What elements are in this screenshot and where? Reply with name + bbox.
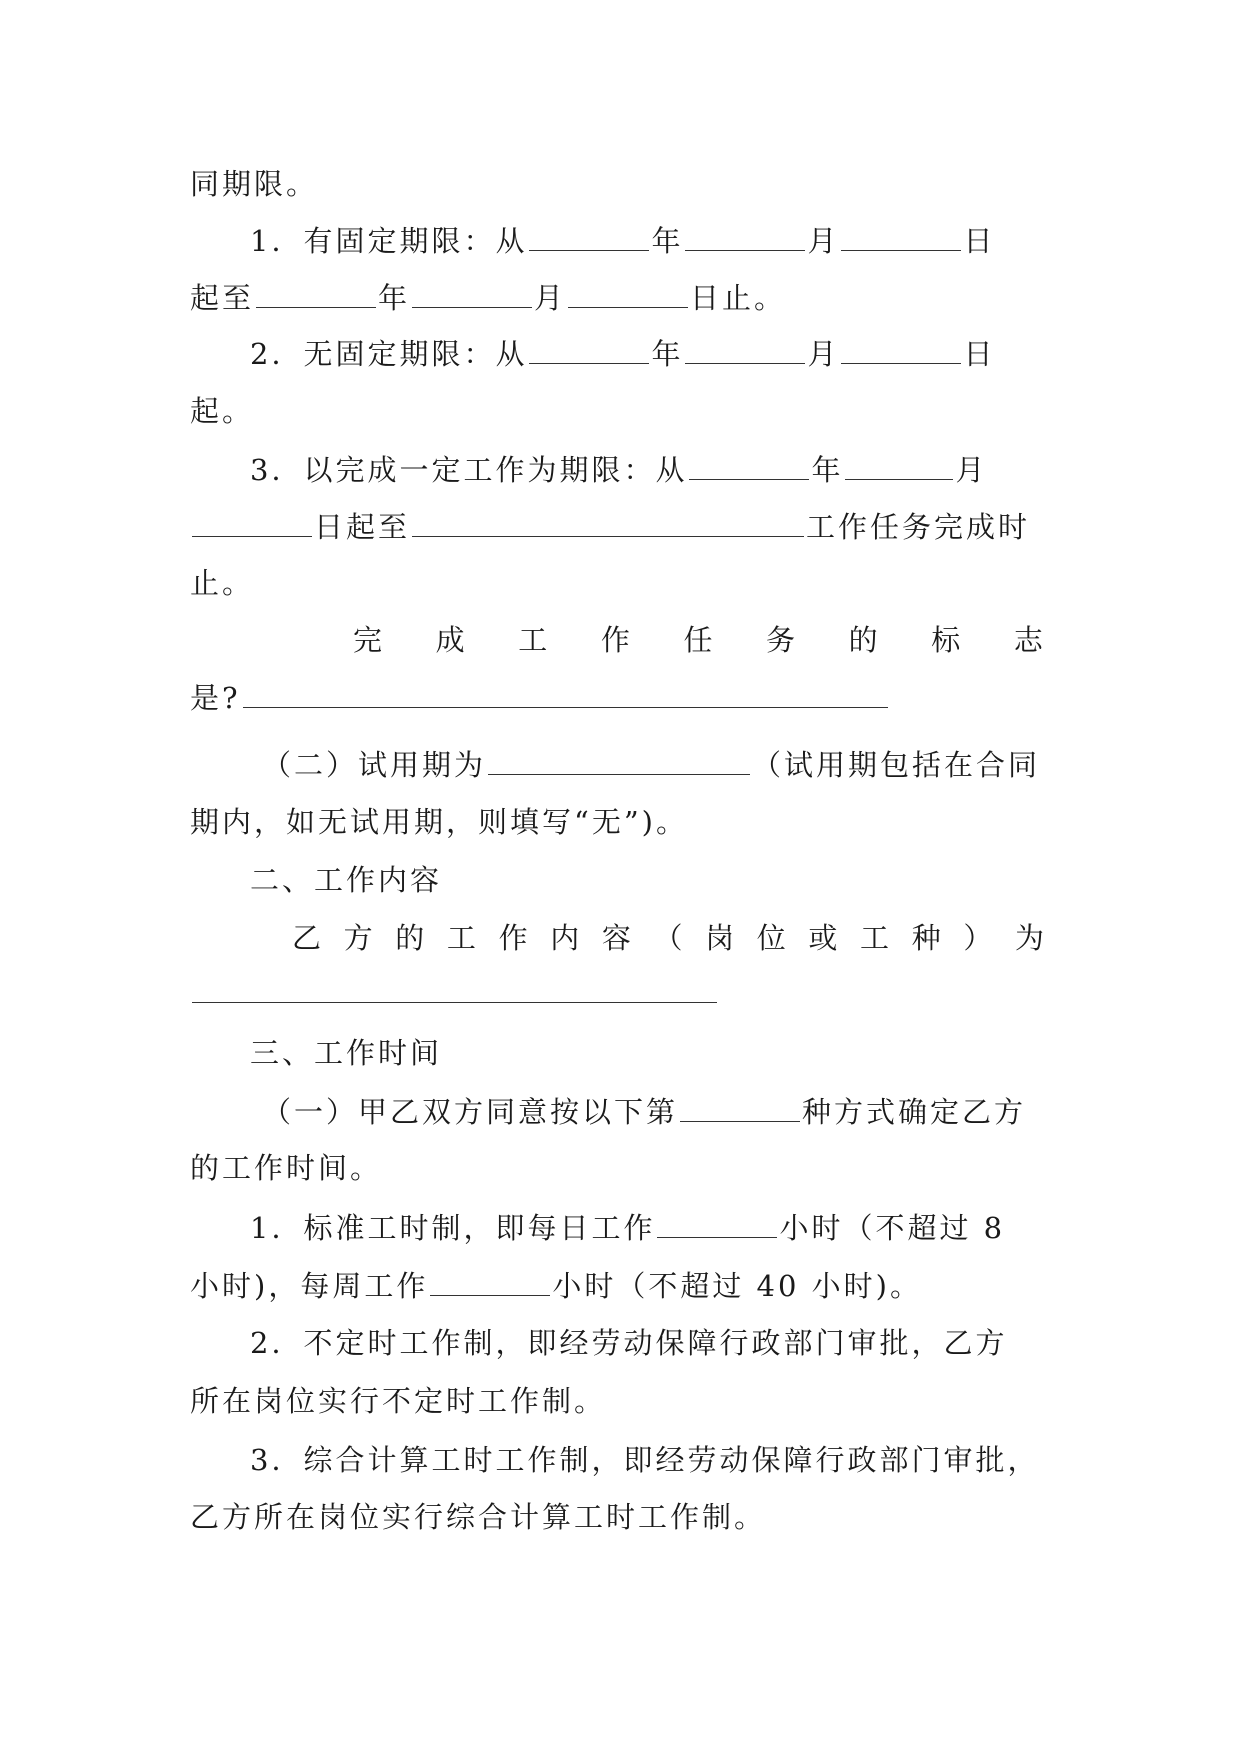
line-text: 期内，如无试用期，则填写“无”)。 [190, 805, 688, 839]
fill-blank[interactable] [841, 220, 961, 251]
fill-blank[interactable] [529, 333, 649, 364]
line-text: 的工作时间。 [190, 1151, 383, 1185]
char: 为 [1014, 921, 1044, 955]
text-line [190, 1265, 1045, 1305]
text-line [250, 449, 1045, 489]
char: 工 [446, 921, 476, 955]
line-text: 1．标准工时制，即每日工作 [250, 1211, 656, 1245]
char: 作 [600, 623, 630, 657]
line-text: 小时（不超过 40 小时)。 [552, 1269, 922, 1303]
fill-blank[interactable] [568, 277, 688, 308]
text-line [250, 333, 1045, 373]
line-text: 1．有固定期限：从 [250, 224, 528, 258]
line-text: 小时)，每周工作 [190, 1269, 429, 1303]
section-heading [250, 860, 1045, 900]
char: ） [963, 921, 993, 955]
char: 标 [931, 623, 961, 657]
fill-blank[interactable] [256, 277, 376, 308]
fill-blank[interactable] [412, 277, 532, 308]
char: （ [653, 921, 683, 955]
line-text: 年 [378, 281, 411, 315]
fill-blank[interactable] [680, 1091, 800, 1122]
line-text: 月 [807, 337, 840, 371]
line-text: 乙方所在岗位实行综合计算工时工作制。 [190, 1500, 767, 1534]
text-line [250, 1207, 1045, 1247]
line-text: 日 [963, 337, 996, 371]
fill-blank[interactable] [657, 1207, 777, 1238]
line-text: 是? [190, 681, 241, 715]
text-line [190, 277, 1045, 317]
line-text: 日起至 [314, 510, 411, 544]
line-text: （一）甲乙双方同意按以下第 [262, 1095, 679, 1129]
line-text: 二、工作内容 [250, 863, 443, 897]
char: 或 [808, 921, 838, 955]
line-text: 三、工作时间 [250, 1036, 443, 1070]
char: 成 [435, 623, 465, 657]
char: 志 [1013, 623, 1043, 657]
char: 务 [766, 623, 796, 657]
line-text: 工作任务完成时 [806, 510, 1031, 544]
char: 完 [353, 623, 383, 657]
text-line [190, 164, 1045, 204]
text-line [262, 744, 1045, 784]
line-text: 月 [807, 224, 840, 258]
fill-blank[interactable] [685, 220, 805, 251]
char: 的 [848, 623, 878, 657]
line-text: （二）试用期为 [262, 748, 487, 782]
line-text: 2．无固定期限：从 [250, 337, 528, 371]
char: 乙 [292, 921, 322, 955]
char: 位 [756, 921, 786, 955]
line-text: 年 [651, 337, 684, 371]
line-text: 月 [534, 281, 567, 315]
text-line [262, 1091, 1045, 1131]
spaced-text-line [353, 620, 1043, 660]
text-line [190, 802, 1045, 842]
char: 任 [683, 623, 713, 657]
char: 的 [395, 921, 425, 955]
fill-blank[interactable] [841, 333, 961, 364]
line-text: 年 [651, 224, 684, 258]
char: 种 [911, 921, 941, 955]
text-line [190, 1497, 1045, 1537]
line-text: 年 [811, 453, 844, 487]
fill-blank[interactable] [685, 333, 805, 364]
line-text: 同期限。 [190, 167, 319, 201]
text-line [190, 1381, 1045, 1421]
char: 内 [550, 921, 580, 955]
text-line [250, 220, 1045, 260]
text-line [190, 677, 1045, 717]
line-text: 月 [955, 453, 988, 487]
line-text: 种方式确定乙方 [802, 1095, 1027, 1129]
char: 岗 [705, 921, 735, 955]
fill-blank[interactable] [529, 220, 649, 251]
line-text: 止。 [190, 566, 255, 600]
line-text: （试用期包括在合同 [752, 748, 1041, 782]
line-text: 日 [963, 224, 996, 258]
text-line [190, 391, 1045, 431]
char: 工 [518, 623, 548, 657]
line-text: 日止。 [690, 281, 787, 315]
fill-blank[interactable] [192, 972, 717, 1003]
text-line [190, 972, 1045, 1012]
line-text: 3．以完成一定工作为期限：从 [250, 453, 688, 487]
fill-blank[interactable] [689, 449, 809, 480]
fill-blank[interactable] [488, 744, 750, 775]
line-text: 起至 [190, 281, 255, 315]
char: 作 [498, 921, 528, 955]
fill-blank[interactable] [430, 1265, 550, 1296]
section-heading [250, 1033, 1045, 1073]
fill-blank[interactable] [243, 677, 888, 708]
line-text: 起。 [190, 394, 255, 428]
line-text: 小时（不超过 8 [779, 1211, 1006, 1245]
text-line [250, 1440, 1050, 1480]
line-text: 2．不定时工作制，即经劳动保障行政部门审批，乙方 [250, 1326, 1008, 1360]
char: 方 [343, 921, 373, 955]
fill-blank[interactable] [192, 506, 312, 537]
line-text: 3．综合计算工时工作制，即经劳动保障行政部门审批， [250, 1443, 1040, 1477]
line-text: 所在岗位实行不定时工作制。 [190, 1384, 607, 1418]
fill-blank[interactable] [845, 449, 953, 480]
fill-blank[interactable] [412, 506, 804, 537]
char: 容 [601, 921, 631, 955]
text-line [190, 1148, 1045, 1188]
text-line [190, 563, 1045, 603]
char: 工 [860, 921, 890, 955]
text-line [250, 1323, 1045, 1363]
spaced-text-line [292, 918, 1044, 958]
text-line [190, 506, 1045, 546]
